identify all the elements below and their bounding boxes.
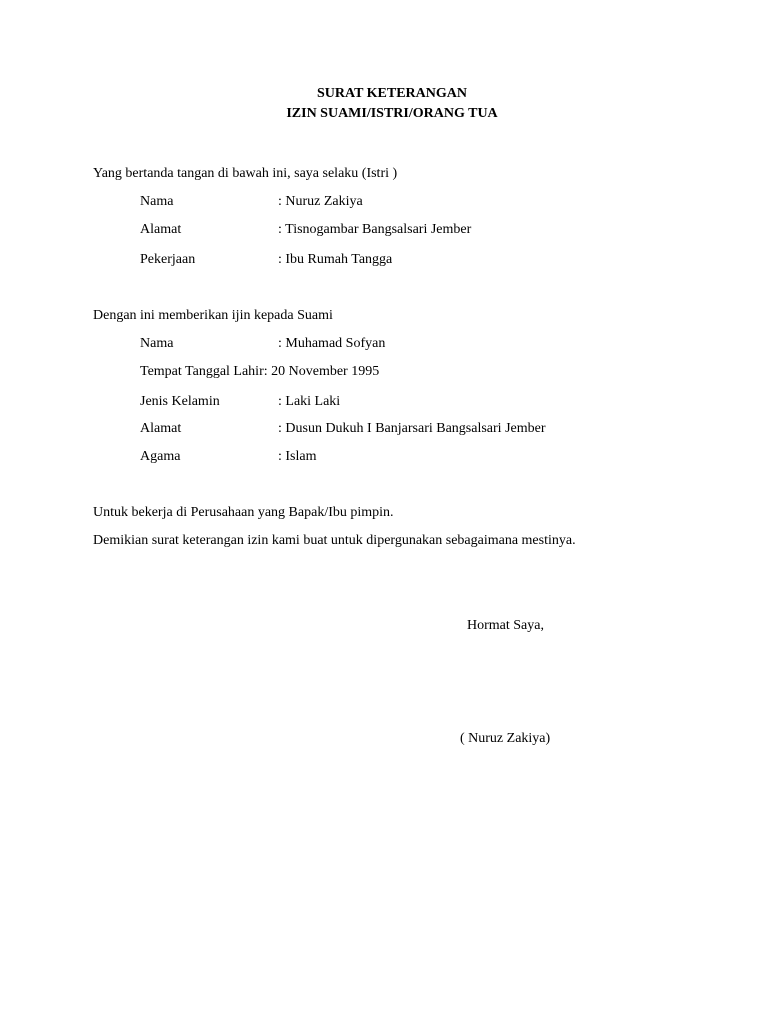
signature-greeting: Hormat Saya, — [467, 618, 544, 633]
wife-nama-value: : Nuruz Zakiya — [278, 194, 363, 209]
closing-text: Demikian surat keterangan izin kami buat untuk dipergunakan sebagaimana mestinya. — [93, 533, 576, 548]
husband-agama-label: Agama — [140, 449, 181, 464]
intro-text: Yang bertanda tangan di bawah ini, saya selaku (Istri ) — [93, 166, 398, 181]
signature-name: ( Nuruz Zakiya) — [460, 731, 551, 746]
purpose-text: Untuk bekerja di Perusahaan yang Bapak/Ibu pimpin. — [93, 505, 394, 520]
husband-jenis-kelamin-value: : Laki Laki — [278, 394, 341, 409]
permission-text: Dengan ini memberikan ijin kepada Suami — [93, 308, 333, 323]
husband-nama-label: Nama — [140, 336, 174, 351]
husband-alamat-label: Alamat — [140, 421, 182, 436]
wife-pekerjaan-value: : Ibu Rumah Tangga — [278, 252, 393, 267]
wife-alamat-value: : Tisnogambar Bangsalsari Jember — [278, 222, 472, 237]
husband-jenis-kelamin-label: Jenis Kelamin — [140, 394, 220, 409]
husband-ttl-text: Tempat Tanggal Lahir: 20 November 1995 — [140, 364, 380, 379]
wife-pekerjaan-label: Pekerjaan — [140, 252, 196, 267]
husband-agama-value: : Islam — [278, 449, 317, 464]
letter-title: SURAT KETERANGAN — [316, 86, 467, 101]
husband-nama-value: : Muhamad Sofyan — [278, 336, 386, 351]
husband-alamat-value: : Dusun Dukuh I Banjarsari Bangsalsari Jember — [278, 421, 546, 436]
letter-subtitle: IZIN SUAMI/ISTRI/ORANG TUA — [286, 106, 498, 121]
wife-nama-label: Nama — [140, 194, 174, 209]
wife-alamat-label: Alamat — [140, 222, 182, 237]
